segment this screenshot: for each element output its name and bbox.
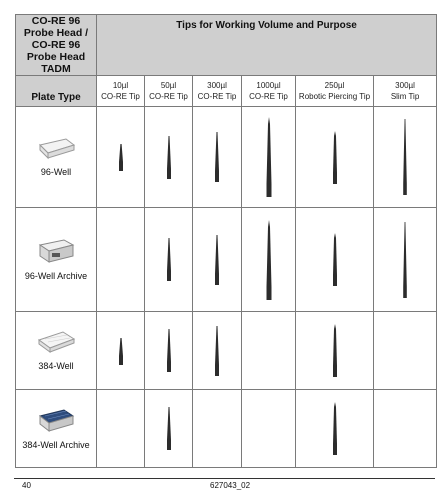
tip-cell [97,208,145,312]
probe-head-header: CO-RE 96 Probe Head / CO-RE 96 Probe Head TADM [16,15,97,76]
tip-cell [193,390,242,468]
tip-50ul-icon [164,328,174,373]
table-row [16,390,437,468]
tip-cell [296,390,374,468]
plate-96-well-icon [36,137,76,161]
plate-96-well-archive-icon [36,239,76,265]
tip-cell [374,390,437,468]
tip-cell [374,312,437,390]
table-row [16,312,437,390]
tip-cell [374,107,437,208]
tip-cell [296,208,374,312]
tip-cell [296,107,374,208]
tip-cell [242,390,296,468]
page-number: 40 [22,481,31,490]
tip-header-300ul: 300µl CO-RE Tip [193,76,242,107]
tip-header-1000ul: 1000µl CO-RE Tip [242,76,296,107]
tips-title-header: Tips for Working Volume and Purpose [97,15,437,76]
tip-cell [242,312,296,390]
tip-cell [145,107,193,208]
tip-cell [296,312,374,390]
tip-cell [145,312,193,390]
tip-header-300ul-slim: 300µl Slim Tip [374,76,437,107]
tip-cell [97,312,145,390]
tip-piercing-icon [330,232,340,287]
compatibility-table [15,14,437,468]
table-row [16,107,437,208]
tip-header-50ul: 50µl CO-RE Tip [145,76,193,107]
document-number: 627043_02 [210,481,251,490]
tip-1000ul-icon [263,116,275,198]
table-row [16,208,437,312]
tip-cell [242,208,296,312]
tip-50ul-icon [164,406,174,451]
tip-300ul-icon [212,234,222,286]
plate-cell: 96-Well [16,107,97,208]
plate-cell: 96-Well Archive [16,208,97,312]
tip-cell [242,107,296,208]
tip-300ul-icon [212,131,222,183]
tip-header-10ul: 10µl CO-RE Tip [97,76,145,107]
tip-header-250ul-piercing: 250µl Robotic Piercing Tip [296,76,374,107]
tip-cell [374,208,437,312]
tip-piercing-icon [330,130,340,185]
plate-cell: 384-Well [16,312,97,390]
tip-cell [145,208,193,312]
tip-50ul-icon [164,135,174,180]
tip-cell [97,390,145,468]
footer-rule [14,478,435,479]
tip-10ul-icon [116,142,126,172]
plate-cell: 384-Well Archive [16,390,97,468]
tip-cell [193,208,242,312]
plate-type-header: Plate Type [16,76,97,107]
tip-1000ul-icon [263,219,275,301]
plate-384-well-icon [36,331,76,355]
tip-cell [97,107,145,208]
tip-cell [193,107,242,208]
tip-cell [193,312,242,390]
tip-50ul-icon [164,237,174,282]
tip-300ul-icon [212,325,222,377]
tip-cell [145,390,193,468]
tip-slim-icon [400,221,410,299]
tip-piercing-icon [330,401,340,456]
tip-10ul-icon [116,336,126,366]
plate-384-well-archive-icon [36,408,76,434]
tip-piercing-icon [330,323,340,378]
tip-slim-icon [400,118,410,196]
